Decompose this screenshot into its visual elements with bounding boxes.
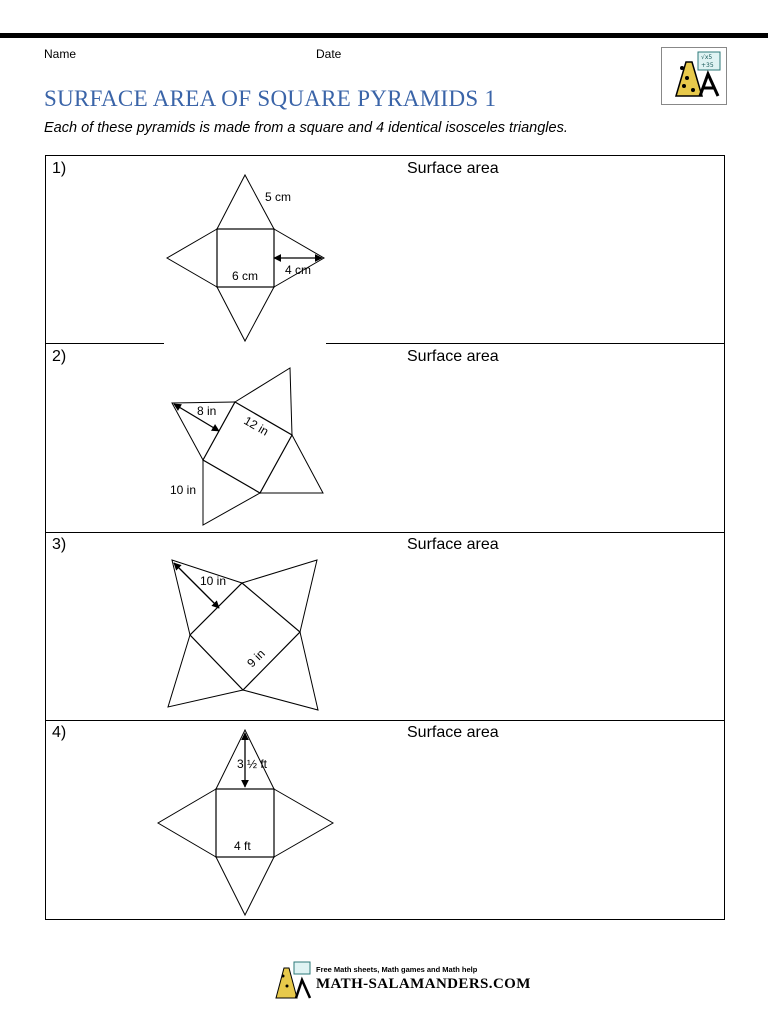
net-2-slant-label: 10 in [170, 483, 197, 497]
question-4-answer-label: Surface area [407, 724, 499, 741]
net-1-slant-label: 5 cm [265, 190, 292, 204]
net-3-height-label: 10 in [200, 574, 227, 588]
net-2-height-label: 8 in [197, 404, 217, 418]
instructions: Each of these pyramids is made from a square and 4 identical isosceles triangles. [44, 120, 568, 136]
question-4-number: 4) [52, 724, 67, 741]
net-1-height-label: 4 cm [285, 263, 312, 277]
net-2 [172, 368, 323, 525]
svg-text:√x5: √x5 [701, 54, 713, 61]
net-4-base-label: 4 ft [234, 839, 251, 853]
question-1-number: 1) [52, 160, 67, 177]
name-label: Name [44, 47, 77, 61]
net-2-base-label: 12 in [241, 413, 272, 439]
net-1-base-label: 6 cm [232, 269, 259, 283]
footer-salamander-icon [270, 960, 314, 1000]
footer-tagline: Free Math sheets, Math games and Math help [316, 965, 478, 974]
svg-text:+35: +35 [701, 62, 714, 69]
question-1-answer-label: Surface area [407, 160, 499, 177]
date-label: Date [316, 47, 342, 61]
footer-logo [270, 960, 531, 1000]
question-2-answer-label: Surface area [407, 348, 499, 365]
question-3-number: 3) [52, 536, 67, 553]
question-2-number: 2) [52, 348, 67, 365]
question-3-answer-label: Surface area [407, 536, 499, 553]
net-4-height-label: 3 ½ ft [237, 757, 268, 771]
worksheet-title: SURFACE AREA OF SQUARE PYRAMIDS 1 [44, 86, 497, 111]
footer-site-name: MATH-SALAMANDERS.COM [316, 976, 531, 992]
net-3 [168, 560, 318, 710]
net-1 [167, 175, 324, 341]
net-3-base-label: 9 in [244, 646, 268, 671]
